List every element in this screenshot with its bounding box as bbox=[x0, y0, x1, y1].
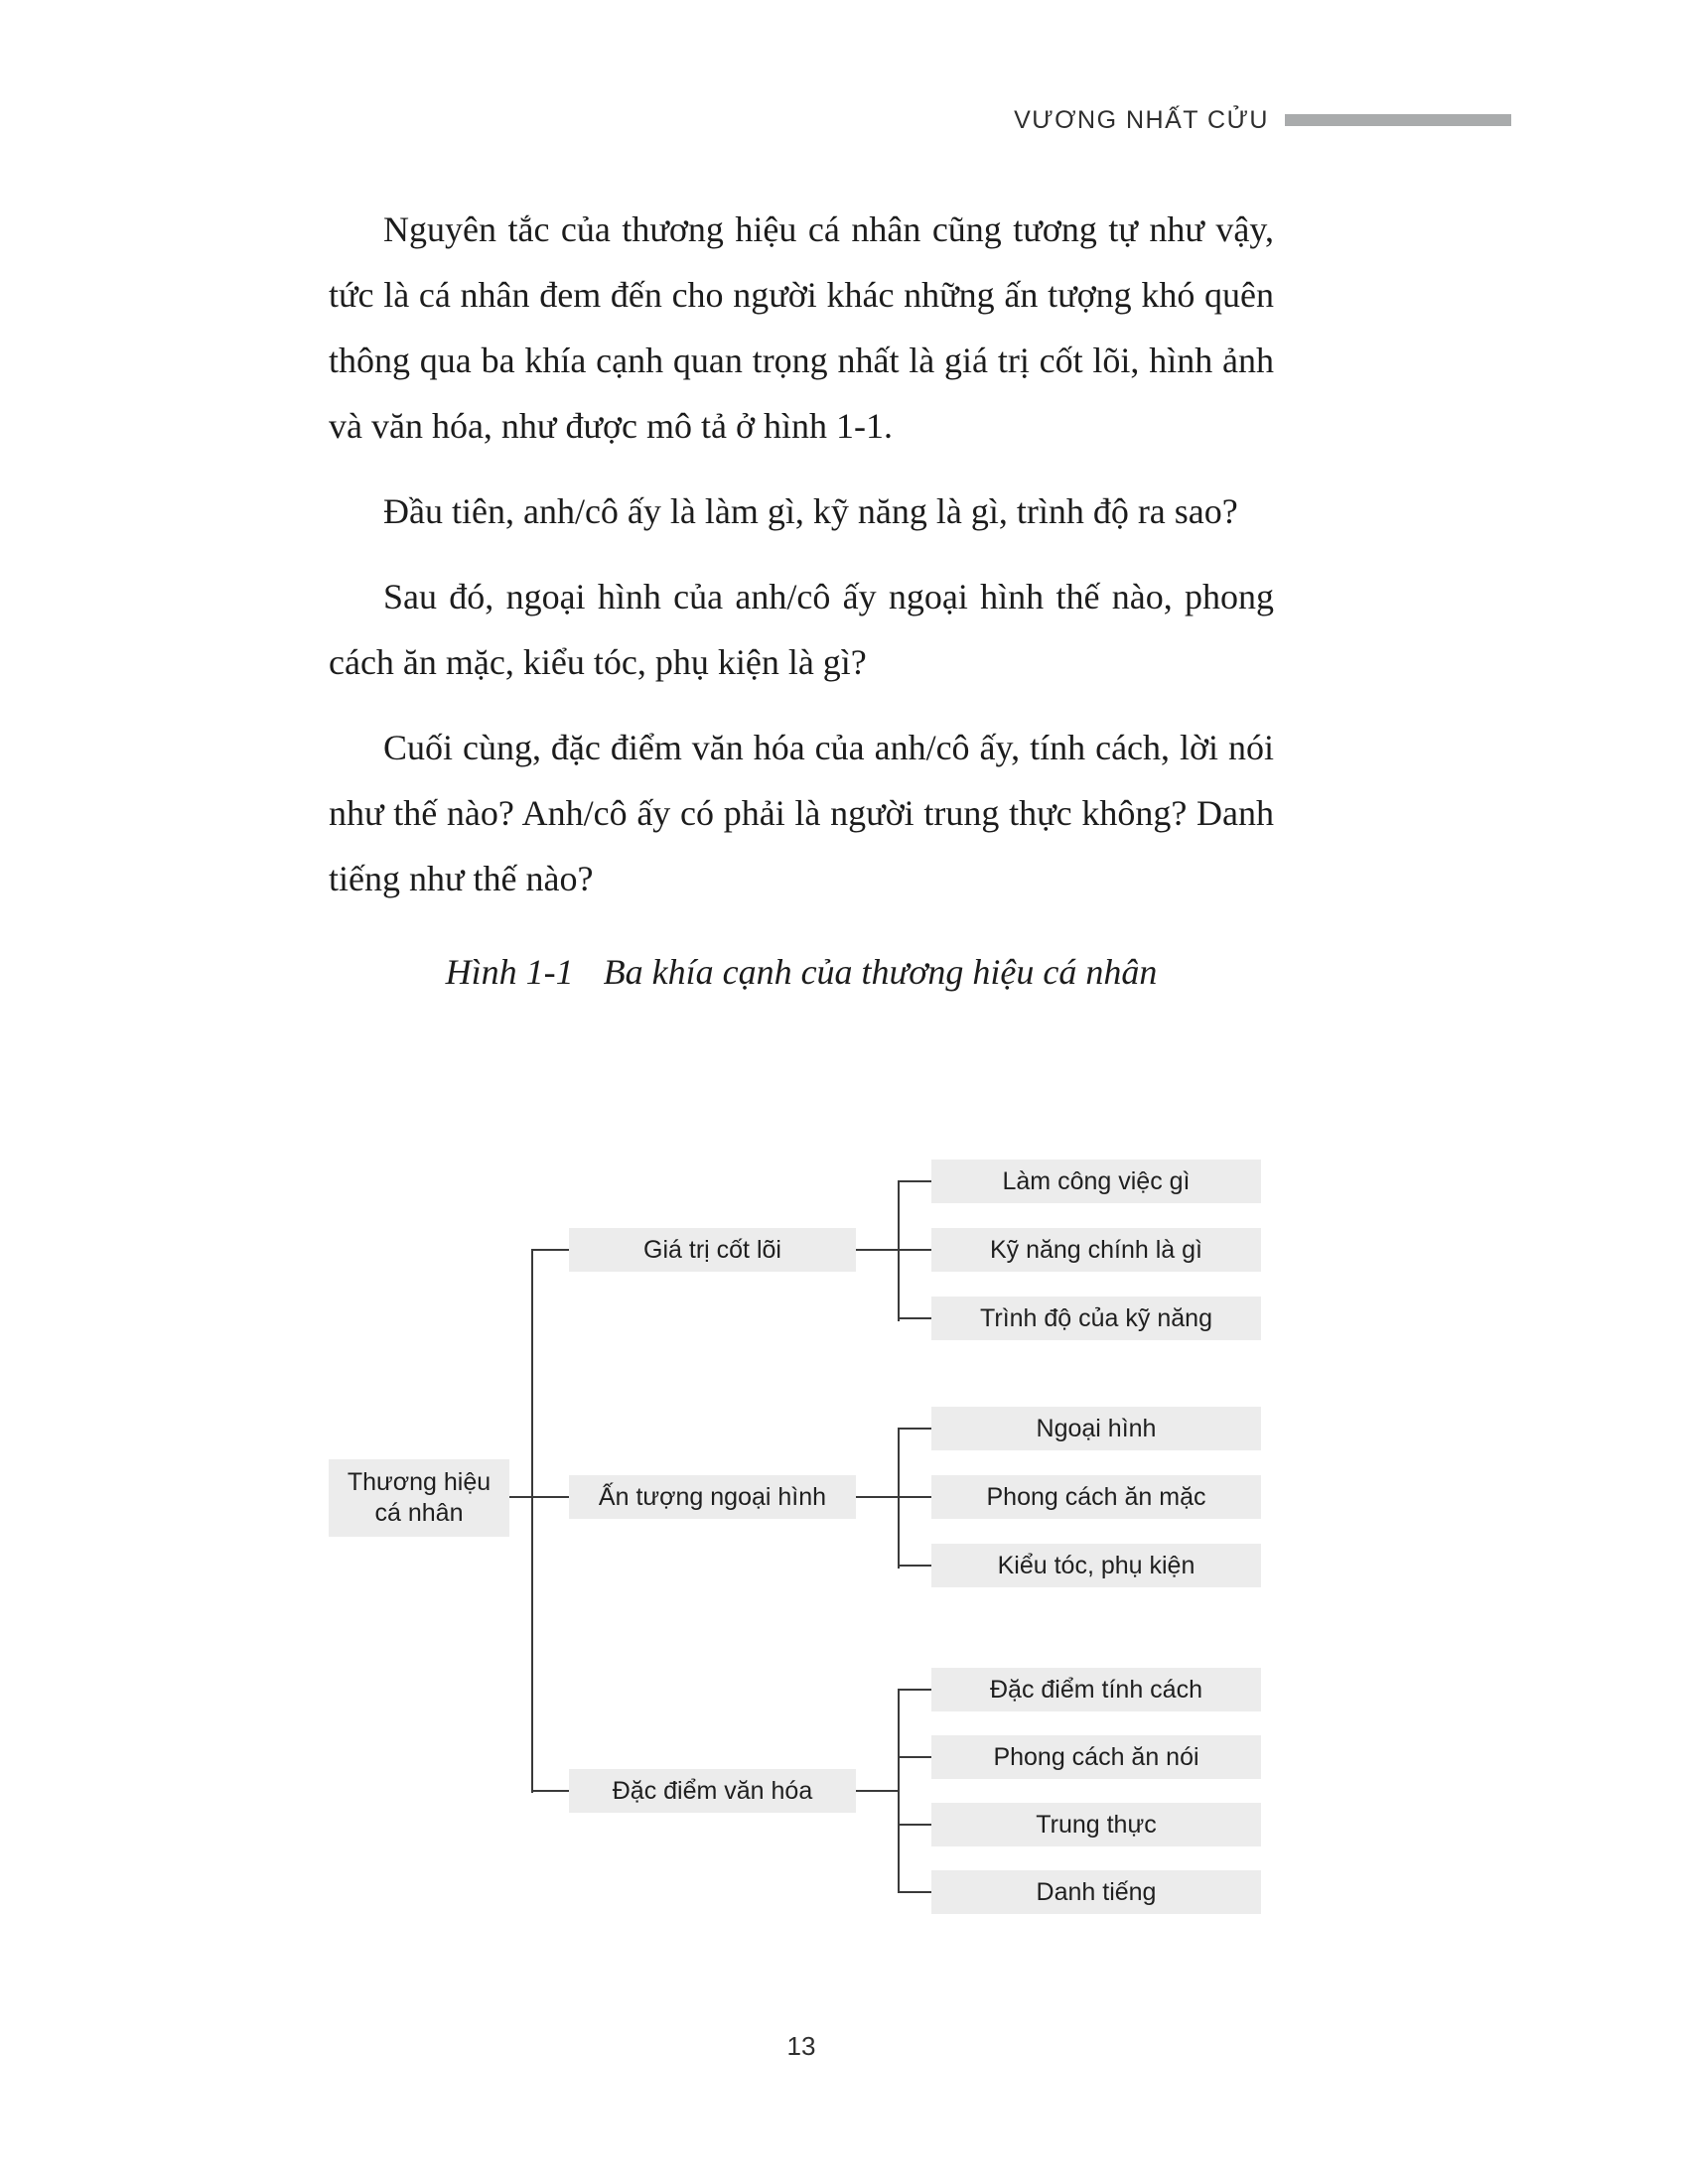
diagram-leaf-node: Ngoại hình bbox=[931, 1407, 1261, 1450]
connector-line bbox=[509, 1496, 531, 1498]
connector-line bbox=[856, 1249, 898, 1251]
diagram-leaf-node: Đặc điểm tính cách bbox=[931, 1668, 1261, 1711]
figure-diagram bbox=[329, 1142, 1332, 1936]
connector-line bbox=[531, 1790, 569, 1792]
diagram-leaf-node: Làm công việc gì bbox=[931, 1160, 1261, 1203]
connector-line bbox=[898, 1428, 931, 1430]
connector-line bbox=[856, 1790, 898, 1792]
connector-line bbox=[531, 1249, 533, 1793]
connector-line bbox=[898, 1689, 900, 1893]
diagram-leaf-node: Phong cách ăn mặc bbox=[931, 1475, 1261, 1519]
page-footer bbox=[329, 2031, 1274, 2062]
diagram-root-node: Thương hiệu cá nhân bbox=[329, 1459, 509, 1537]
diagram-branch-node: Đặc điểm văn hóa bbox=[569, 1769, 856, 1813]
connector-line bbox=[856, 1496, 898, 1498]
connector-line bbox=[898, 1180, 900, 1321]
running-title: VƯƠNG NHẤT CỬU bbox=[1014, 105, 1269, 134]
body-paragraph: Cuối cùng, đặc điểm văn hóa của anh/cô ấy, tính cách, lời nói như thế nào? Anh/cô ấy có phải là người trung thực không? Danh tiếng như thế nào? bbox=[329, 728, 1274, 898]
diagram-leaf-node: Trung thực bbox=[931, 1803, 1261, 1846]
header-bar-decoration bbox=[1285, 114, 1511, 126]
connector-line bbox=[898, 1180, 931, 1182]
connector-line bbox=[898, 1756, 931, 1758]
body-paragraph: Nguyên tắc của thương hiệu cá nhân cũng tương tự như vậy, tức là cá nhân đem đến cho người khác những ấn tượng khó quên thông qua ba khía cạnh quan trọng nhất là giá trị cốt lõi, hình ảnh và văn hóa, như được mô tả ở hình 1-1. bbox=[329, 209, 1274, 446]
body-paragraph: Sau đó, ngoại hình của anh/cô ấy ngoại hình thế nào, phong cách ăn mặc, kiểu tóc, phụ kiện là gì? bbox=[329, 577, 1274, 682]
body-paragraph: Đầu tiên, anh/cô ấy là làm gì, kỹ năng là gì, trình độ ra sao? bbox=[383, 491, 1238, 531]
connector-line bbox=[898, 1496, 931, 1498]
page-number: 13 bbox=[786, 2031, 816, 2061]
diagram-leaf-node: Kiểu tóc, phụ kiện bbox=[931, 1544, 1261, 1587]
connector-line bbox=[898, 1891, 931, 1893]
connector-line bbox=[898, 1689, 931, 1691]
connector-line bbox=[531, 1249, 569, 1251]
connector-line bbox=[898, 1317, 931, 1319]
figure-caption-text: Ba khía cạnh của thương hiệu cá nhân bbox=[603, 952, 1158, 992]
connector-line bbox=[898, 1565, 931, 1567]
figure-caption bbox=[329, 939, 1274, 1005]
figure-caption-label: Hình 1-1 bbox=[445, 952, 574, 992]
connector-line bbox=[898, 1824, 931, 1826]
diagram-leaf-node: Phong cách ăn nói bbox=[931, 1735, 1261, 1779]
diagram-branch-node: Ấn tượng ngoại hình bbox=[569, 1475, 856, 1519]
diagram-leaf-node: Danh tiếng bbox=[931, 1870, 1261, 1914]
connector-line bbox=[898, 1249, 931, 1251]
connector-line bbox=[898, 1428, 900, 1569]
body-text bbox=[329, 197, 1274, 1005]
diagram-leaf-node: Trình độ của kỹ năng bbox=[931, 1297, 1261, 1340]
connector-line bbox=[531, 1496, 569, 1498]
page-header bbox=[329, 105, 1511, 135]
diagram-branch-node: Giá trị cốt lõi bbox=[569, 1228, 856, 1272]
diagram-leaf-node: Kỹ năng chính là gì bbox=[931, 1228, 1261, 1272]
